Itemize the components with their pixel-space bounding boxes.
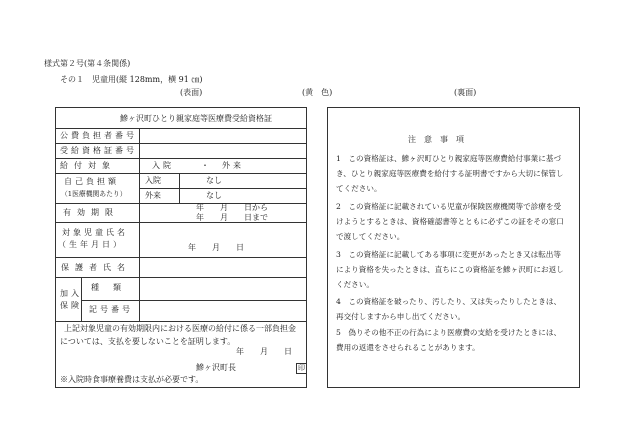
back-label: (裏面) — [454, 88, 477, 97]
note-item-3: 3 この資格証に記載してある事項に変更があったとき又は転出等により資格を失ったときは、直ちにこの資格証を鰺ヶ沢町にお返しください。 — [336, 250, 564, 289]
child-birth-value: 年 月 日 — [188, 243, 244, 252]
validity-label: 有効期限 — [63, 208, 119, 217]
note-item-4: 4 この資格証を破ったり、汚したり、又は失ったりしたときは、再交付しますから申し出てください。 — [336, 297, 562, 321]
certification-line2: については、支払を要しないことを証明します。 — [60, 337, 236, 346]
child-birth-label: （生年月日） — [58, 240, 124, 249]
insurance-type-label: 種類 — [91, 283, 135, 292]
guardian-name-label: 保護者氏名 — [61, 263, 131, 272]
benefit-outpatient: 外来 — [222, 161, 244, 170]
certification-line1: 上記対象児童の有効期限内における医療の給付に係る一部負担金 — [64, 324, 296, 333]
front-label: (表面) — [180, 88, 203, 97]
issue-date: 年 月 日 — [236, 347, 292, 356]
form-subtitle: その１ 児童用(縦 128mm，横 91 ㎝) — [60, 75, 203, 84]
copay-sublabel: （1医療機関あたり） — [61, 190, 127, 198]
note-item-5: 5 偽りその他不正の行為により医療費の支給を受けたときには、費用の返還をさせられることがあります。 — [336, 328, 562, 352]
notes-title: 注 意 事 項 — [408, 135, 464, 144]
meal-cost-note: ※入院時食事療養費は支払が必要です。 — [60, 375, 204, 384]
back-card — [327, 107, 580, 388]
note-item-1: 1 この資格証は、鰺ヶ沢町ひとり親家庭等医療費給付事業に基づき、ひとり親家庭等医療費を給付する証明書ですから大切に保管してください。 — [336, 154, 564, 193]
insurance-label-line1: 加入 — [60, 289, 82, 298]
payer-number-label: 公費負担者番号 — [60, 131, 137, 140]
copay-inpatient-value: なし — [206, 176, 222, 185]
insurance-label-line2: 保険 — [60, 301, 82, 310]
note-item-2: 2 この資格証に記載されている児童が保険医療機関等で診療を受けようとするときは、資格確認書等とともに必ずこの証をその窓口で渡してください。 — [336, 202, 564, 241]
validity-to: 年 月 日まで — [196, 213, 268, 222]
copay-outpatient-value: なし — [206, 191, 222, 200]
copay-outpatient-label: 外来 — [145, 191, 161, 200]
front-card — [55, 107, 307, 388]
benefit-inpatient: 入院 — [152, 161, 174, 170]
form-number: 様式第２号(第４条関係) — [44, 59, 131, 68]
child-name-label: 対象児童氏名 — [62, 228, 128, 237]
cert-number-label: 受給資格証番号 — [60, 146, 137, 155]
copay-label: 自己負担額 — [64, 177, 119, 186]
benefit-separator: ・ — [201, 161, 209, 170]
insurance-symbol-label: 記号番号 — [89, 305, 133, 314]
issuer-name: 鰺ヶ沢町長 — [196, 363, 236, 372]
color-label: (黄 色) — [302, 88, 333, 97]
validity-from: 年 月 日から — [196, 203, 268, 212]
seal-stamp: 印 — [298, 364, 305, 372]
copay-inpatient-label: 入院 — [145, 176, 161, 185]
front-card-title: 鰺ヶ沢町ひとり親家庭等医療費受給資格証 — [120, 114, 272, 123]
benefit-target-label: 給付対象 — [60, 161, 116, 170]
